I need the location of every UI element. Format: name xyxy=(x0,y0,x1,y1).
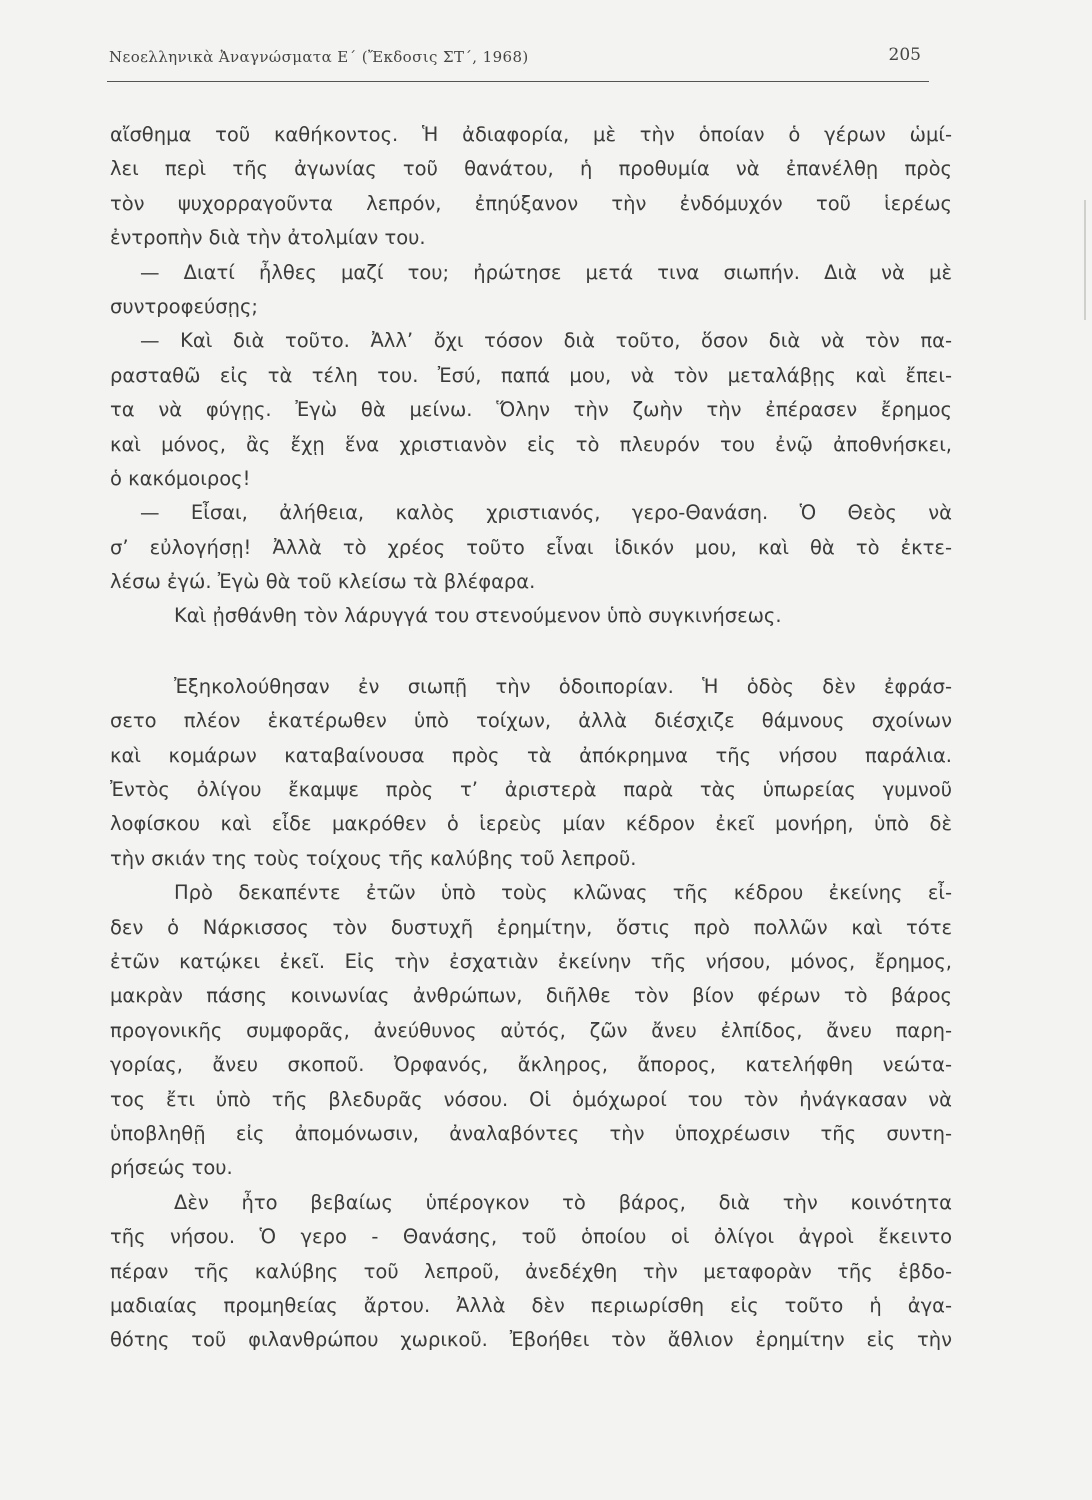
text-line: Δὲν ἦτο βεβαίως ὑπέρογκον τὸ βάρος, διὰ τὴν κοινότητα xyxy=(174,1190,952,1214)
paragraph xyxy=(110,670,952,876)
text-line: ἐτῶν κατῴκει ἐκεῖ. Εἰς τὴν ἐσχατιὰν ἐκείνην τῆς νήσου, μόνος, ἔρημος, xyxy=(110,949,952,973)
paragraph xyxy=(110,1186,952,1358)
scan-edge-mark xyxy=(1084,200,1086,320)
text-line: Ἐξηκολούθησαν ἐν σιωπῇ τὴν ὁδοιπορίαν. Ἡ ὁδὸς δὲν ἐφράσ- xyxy=(174,674,952,698)
text-line: σετο πλέον ἑκατέρωθεν ὑπὸ τοίχων, ἀλλὰ διέσχιζε θάμνους σχοίνων xyxy=(110,709,952,733)
text-line: καὶ μόνος, ἂς ἔχῃ ἕνα χριστιανὸν εἰς τὸ πλευρόν του ἐνῷ ἀποθνήσκει, xyxy=(110,432,952,456)
text-line: Πρὸ δεκαπέντε ἐτῶν ὑπὸ τοὺς κλῶνας τῆς κέδρου ἐκείνης εἶ- xyxy=(174,881,952,905)
paragraph xyxy=(110,876,952,1186)
text-line: πέραν τῆς καλύβης τοῦ λεπροῦ, ἀνεδέχθη τὴν μεταφορὰν τῆς ἑβδο- xyxy=(110,1259,952,1283)
paragraph xyxy=(110,496,952,599)
paragraph xyxy=(110,118,952,256)
text-line: τα νὰ φύγῃς. Ἐγὼ θὰ μείνω. Ὅλην τὴν ζωὴν τὴν ἐπέρασεν ἔρημος xyxy=(110,398,952,422)
text-line: δεν ὁ Νάρκισσος τὸν δυστυχῆ ἐρημίτην, ὅστις πρὸ πολλῶν καὶ τότε xyxy=(110,915,952,939)
text-line: τὴν σκιάν της τοὺς τοίχους τῆς καλύβης τοῦ λεπροῦ. xyxy=(110,846,637,870)
text-line: λει περὶ τῆς ἀγωνίας τοῦ θανάτου, ἡ προθυμία νὰ ἐπανέλθῃ πρὸς xyxy=(110,157,952,181)
text-line: τος ἔτι ὑπὸ τῆς βλεδυρᾶς νόσου. Οἱ ὁμόχωροί του τὸν ἠνάγκασαν νὰ xyxy=(110,1087,952,1111)
text-line: μαδιαίας προμηθείας ἄρτου. Ἀλλὰ δὲν περιωρίσθη εἰς τοῦτο ἡ ἀγα- xyxy=(110,1293,952,1317)
text-line: τῆς νήσου. Ὁ γερο - Θανάσης, τοῦ ὁποίου οἱ ὀλίγοι ἀγροὶ ἔκειντο xyxy=(110,1225,952,1249)
text-line: ὑποβληθῇ εἰς ἀπομόνωσιν, ἀναλαβόντες τὴν ὑποχρέωσιν τῆς συντη- xyxy=(110,1121,952,1145)
text-line: αἴσθημα τοῦ καθήκοντος. Ἡ ἀδιαφορία, μὲ τὴν ὁποίαν ὁ γέρων ὡμί- xyxy=(110,123,952,146)
text-line: ρήσεώς του. xyxy=(110,1156,233,1180)
text-line: μακρὰν πάσης κοινωνίας ἀνθρώπων, διῆλθε τὸν βίον φέρων τὸ βάρος xyxy=(110,984,952,1008)
body-text xyxy=(110,118,952,1358)
paragraph xyxy=(110,256,952,325)
header-title: Νεοελληνικὰ Ἀναγνώσματα Ε΄ (Ἔκδοσις ΣΤ΄, 1968) xyxy=(109,48,529,66)
text-line: Καὶ ᾐσθάνθη τὸν λάρυγγά του στενούμενον ὑπὸ συγκινήσεως. xyxy=(174,604,782,628)
text-line: θότης τοῦ φιλανθρώπου χωρικοῦ. Ἐβοήθει τὸν ἄθλιον ἐρημίτην εἰς τὴν xyxy=(110,1328,952,1352)
section-gap xyxy=(110,634,952,670)
text-line: λοφίσκου καὶ εἶδε μακρόθεν ὁ ἱερεὺς μίαν κέδρον ἐκεῖ μονήρη, ὑπὸ δὲ xyxy=(110,812,952,836)
running-header xyxy=(109,42,929,76)
text-line: προγονικῆς συμφορᾶς, ἀνεύθυνος αὐτός, ζῶν ἄνευ ἐλπίδος, ἄνευ παρη- xyxy=(110,1018,952,1042)
text-line: Ἐντὸς ὀλίγου ἔκαμψε πρὸς τ’ ἀριστερὰ παρὰ τὰς ὑπωρείας γυμνοῦ xyxy=(110,778,952,802)
text-line: συντροφεύσῃς; xyxy=(110,294,259,318)
text-line: σ’ εὐλογήσῃ! Ἀλλὰ τὸ χρέος τοῦτο εἶναι ἰδικόν μου, καὶ θὰ τὸ ἐκτε- xyxy=(110,535,952,559)
text-line: τὸν ψυχορραγοῦντα λεπρόν, ἐπηύξανον τὴν ἐνδόμυχόν τοῦ ἱερέως xyxy=(110,191,952,215)
text-line: — Εἶσαι, ἀλήθεια, καλὸς χριστιανός, γερο-Θανάση. Ὁ Θεὸς νὰ xyxy=(140,501,952,525)
text-line: καὶ κομάρων καταβαίνουσα πρὸς τὰ ἀπόκρημνα τῆς νήσου παράλια. xyxy=(110,743,952,767)
text-line: λέσω ἐγώ. Ἐγὼ θὰ τοῦ κλείσω τὰ βλέφαρα. xyxy=(110,570,536,594)
text-line: ἐντροπὴν διὰ τὴν ἀτολμίαν του. xyxy=(110,226,426,250)
paragraph xyxy=(110,599,952,633)
text-line: γορίας, ἄνευ σκοποῦ. Ὀρφανός, ἄκληρος, ἄπορος, κατελήφθη νεώτα- xyxy=(110,1053,952,1077)
text-line: — Διατί ἦλθες μαζί του; ἠρώτησε μετά τινα σιωπήν. Διὰ νὰ μὲ xyxy=(140,260,952,284)
header-rule xyxy=(107,81,929,82)
text-line: — Καὶ διὰ τοῦτο. Ἀλλ’ ὄχι τόσον διὰ τοῦτο, ὅσον διὰ νὰ τὸν πα- xyxy=(140,329,952,353)
text-line: ρασταθῶ εἰς τὰ τέλη του. Ἐσύ, παπά μου, νὰ τὸν μεταλάβῃς καὶ ἔπει- xyxy=(110,363,952,387)
text-line: ὁ κακόμοιρος! xyxy=(110,466,251,490)
paragraph xyxy=(110,324,952,496)
page-number: 205 xyxy=(888,45,921,65)
